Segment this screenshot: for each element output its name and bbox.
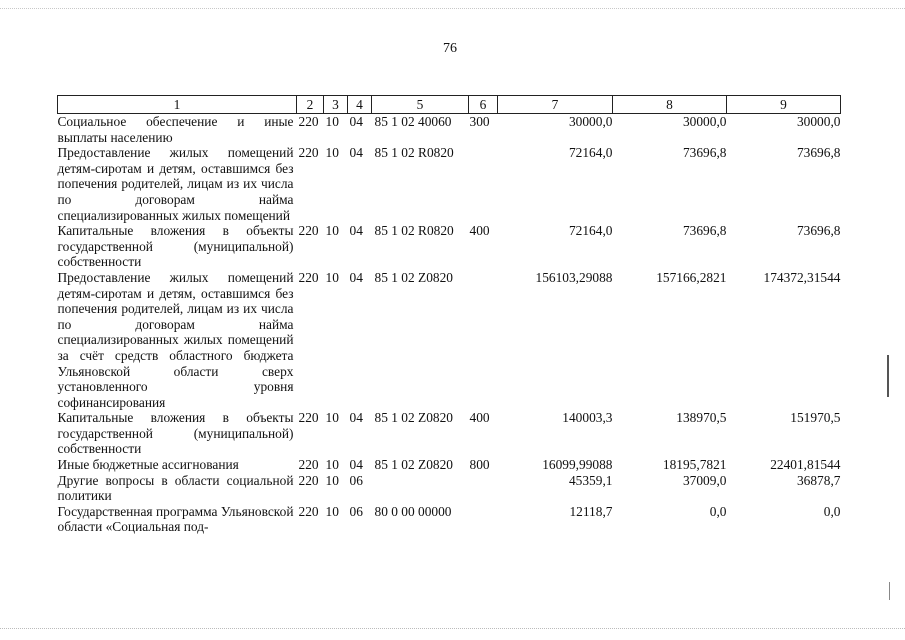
cell-col-4: 04	[349, 410, 363, 426]
column-header-8: 8	[613, 96, 727, 114]
cell-name: Капитальные вложения в объекты государственной (муниципальной) собственности	[57, 223, 294, 270]
cell-col-5: 80 0 00 00000	[374, 503, 452, 519]
cell-col-7: 72164,0	[568, 145, 613, 161]
column-header-6: 6	[469, 96, 498, 114]
cell-col-4: 06	[349, 503, 363, 519]
cell-name: Предоставление жилых помещений детям-сиротам и детям, оставшимся без попечения родителей, лицам из их числа по договорам найма специализированных жилых помещений	[57, 145, 294, 223]
column-header-2: 2	[297, 96, 324, 114]
cell-col-4: 04	[349, 457, 363, 473]
cell-col-6	[469, 270, 498, 410]
cell-col-3: 10	[325, 114, 339, 129]
cell-col-2: 220	[298, 472, 319, 488]
scan-edge-mark	[889, 582, 890, 600]
cell-col-2: 220	[298, 114, 319, 129]
cell-col-9: 174372,31544	[763, 269, 841, 285]
table-row	[58, 270, 841, 410]
cell-col-9: 73696,8	[796, 145, 841, 161]
cell-col-8: 73696,8	[682, 145, 727, 161]
cell-col-2: 220	[298, 457, 319, 473]
cell-col-7: 72164,0	[568, 223, 613, 239]
cell-col-7: 156103,29088	[535, 269, 613, 285]
column-header-5: 5	[372, 96, 469, 114]
cell-col-9: 0,0	[823, 503, 841, 519]
cell-col-2: 220	[298, 503, 319, 519]
cell-name: Капитальные вложения в объекты государственной (муниципальной) собственности	[57, 410, 294, 457]
table-header-row	[58, 96, 841, 114]
cell-col-3: 10	[325, 410, 339, 426]
cell-col-3: 10	[325, 503, 339, 519]
budget-table	[57, 95, 841, 535]
scan-noise-top	[0, 8, 905, 10]
cell-col-2: 220	[298, 223, 319, 239]
table-row	[58, 145, 841, 223]
cell-col-5: 85 1 02 Z0820	[374, 269, 453, 285]
cell-col-8: 18195,7821	[662, 457, 727, 473]
cell-col-7: 140003,3	[562, 410, 613, 426]
cell-col-5: 85 1 02 Z0820	[374, 457, 453, 473]
cell-col-6	[469, 504, 498, 535]
table-row	[58, 410, 841, 457]
cell-col-9: 36878,7	[796, 472, 841, 488]
cell-col-2: 220	[298, 145, 319, 161]
cell-col-5: 85 1 02 40060	[374, 114, 452, 129]
cell-col-3: 10	[325, 269, 339, 285]
column-header-3: 3	[324, 96, 348, 114]
cell-col-3: 10	[325, 145, 339, 161]
cell-col-2: 220	[298, 269, 319, 285]
column-header-1: 1	[58, 96, 297, 114]
cell-col-6: 400	[469, 410, 490, 426]
table-body	[58, 114, 841, 536]
cell-col-8: 138970,5	[676, 410, 727, 426]
cell-col-9: 30000,0	[796, 114, 841, 129]
cell-col-5: 85 1 02 Z0820	[374, 410, 453, 426]
cell-col-4: 04	[349, 269, 363, 285]
cell-col-9: 151970,5	[790, 410, 841, 426]
table-row	[58, 114, 841, 146]
cell-col-7: 45359,1	[568, 472, 613, 488]
cell-col-9: 73696,8	[796, 223, 841, 239]
cell-col-4: 04	[349, 145, 363, 161]
cell-col-6: 800	[469, 457, 490, 473]
cell-col-2: 220	[298, 410, 319, 426]
cell-col-7: 12118,7	[569, 503, 613, 519]
cell-col-9: 22401,81544	[770, 457, 841, 473]
cell-name: Социальное обеспечение и иные выплаты населению	[57, 114, 294, 145]
table-row	[58, 457, 841, 473]
column-header-7: 7	[498, 96, 613, 114]
cell-name: Иные бюджетные ассигнования	[57, 457, 239, 473]
column-header-9: 9	[727, 96, 841, 114]
page-number: 76	[443, 41, 457, 56]
table-row	[58, 504, 841, 535]
scan-noise-bottom	[0, 628, 905, 630]
cell-col-6: 400	[469, 223, 490, 239]
cell-col-6	[469, 145, 498, 223]
cell-name: Предоставление жилых помещений детям-сиротам и детям, оставшимся без попечения родителей, лицам из их числа по договорам найма специализированных жилых помещений за счёт средств областного бюджета Ульяновской области сверх установленного уровня софинансирования	[57, 269, 294, 410]
cell-col-3: 10	[325, 472, 339, 488]
cell-name: Другие вопросы в области социальной политики	[57, 472, 294, 504]
cell-col-3: 10	[325, 223, 339, 239]
cell-col-6: 300	[469, 114, 490, 129]
cell-col-8: 0,0	[709, 503, 727, 519]
cell-col-4: 06	[349, 472, 363, 488]
cell-col-5	[372, 473, 469, 504]
cell-col-8: 73696,8	[682, 223, 727, 239]
table-row	[58, 223, 841, 270]
column-header-4: 4	[348, 96, 372, 114]
cell-col-4: 04	[349, 223, 363, 239]
table-row	[58, 473, 841, 504]
cell-col-4: 04	[349, 114, 363, 129]
cell-col-8: 30000,0	[682, 114, 727, 129]
cell-col-8: 37009,0	[682, 472, 727, 488]
cell-col-6	[469, 473, 498, 504]
cell-col-8: 157166,2821	[656, 269, 727, 285]
cell-col-7: 30000,0	[568, 114, 613, 129]
cell-name: Государственная программа Ульяновской области «Социальная под-	[57, 503, 294, 535]
scan-edge-mark	[887, 355, 889, 397]
cell-col-5: 85 1 02 R0820	[374, 223, 454, 239]
cell-col-7: 16099,99088	[542, 457, 613, 473]
cell-col-3: 10	[325, 457, 339, 473]
cell-col-5: 85 1 02 R0820	[374, 145, 454, 161]
